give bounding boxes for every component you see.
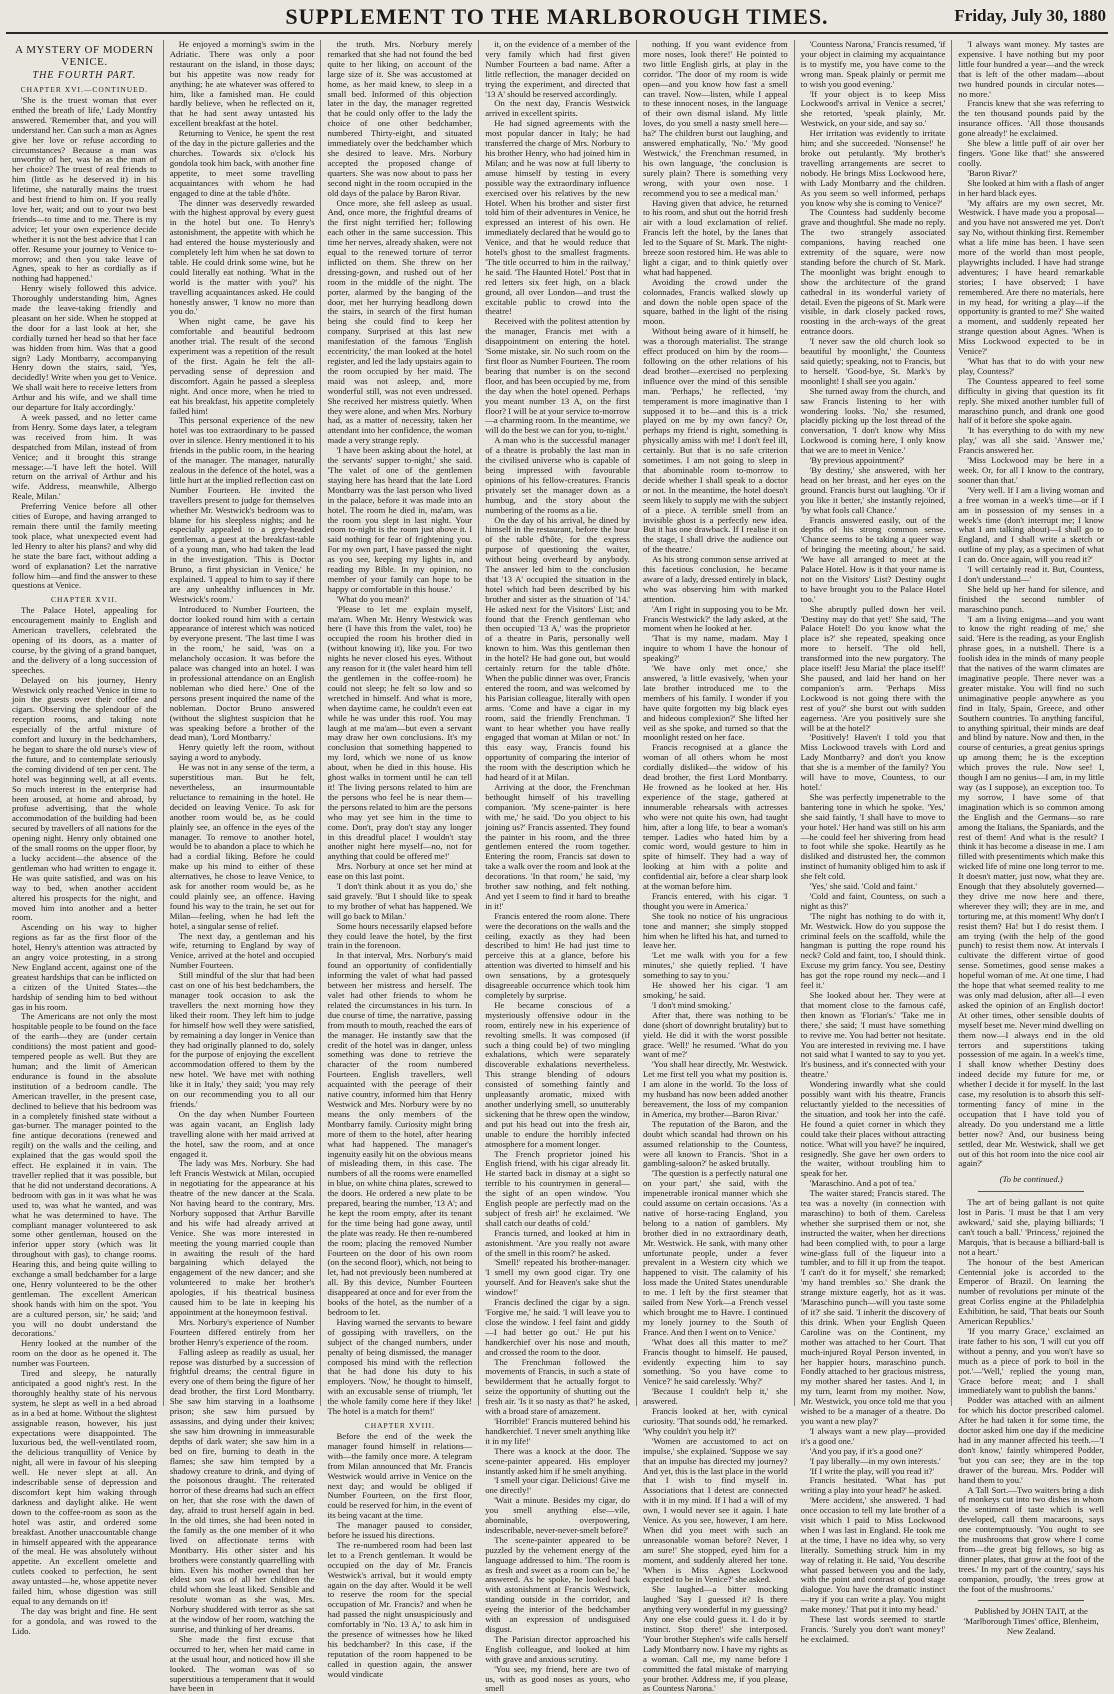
paragraph: 'Am I right in supposing you to be Mr. Francis Westwick?' the lady asked, at the moment when he looked at her. [642,603,788,634]
paragraph: The next day, a gentleman and his wife, returning to England by way of Venice, arrived at the hotel and occupied Number Fourteen. [169,930,315,971]
masthead-title: SUPPLEMENT TO THE MARLBOROUGH TIMES. [285,4,829,29]
paragraph: The Americans are not only the most hospitable people to be found on the face of the earth—they are (under certain conditions) the most patient and good-tempered people as well. But they are human; and the limit of American endurance is found in the absolute institution of a bedroom candle. The American traveller, in the present case, declined to believe that his bedroom was in a completely finished state without a gas-burner. The manager pointed to the fine antique decorations (renewed and regilt) on the walls and the ceiling, and explained that the gas would spoil the effect. He explained it in vain. The traveller replied that it was possible, but that he did not understand decorations. A bedroom with gas in it was what he was used to, was what he wanted, and was what he was determined to have. The compliant manager volunteered to ask some other gentleman, housed on the inferior upper story (which was lit throughout with gas), to change rooms. Hearing this, and being quite willing to exchange a small bedchamber for a large one, Henry volunteered to be the other gentleman. The excellent American shook hands with him on the spot. 'You are a cultured person, sir,' he said; 'and you will no doubt understand the decorations.' [12,1011,157,1339]
paragraph: Her irritation was evidently to irritate him; and she succeeded. 'Nonsense!' he broke out petulantly. 'My brother's travelling arrangements are secret to nobody. He brings Miss Lockwood here, with Lady Montbarry and the children. As you seem so well informed, perhaps you know why she is coming to Venice?' [800,128,946,208]
paragraph: A man who is the successful manager of a theatre is probably the last man in the civilised universe who is capable of being impressed with favourable opinions of his fellow-creatures. Francis privately set the manager down as a humbug, and the story about the numbering of the rooms as a lie. [485,435,630,515]
paragraph: As his strong common sense arrived at this facetious conclusion, he became aware of a lady, dressed entirely in black, who was observing him with marked attention. [642,554,788,604]
paragraph: Wondering inwardly what she could possibly want with his theatre, Francis reluctantly yielded to the necessities of the situation, and took her into the café. He found a quiet corner in which they could take their places without attracting notice. 'What will you have?' he inquired, resignedly. She gave her own orders to the waiter, without troubling him to speak for her. [800,1079,946,1179]
paragraph: 'And you pay, if it's a good one?' [809,1445,923,1456]
paragraph: Francis entered, with his cigar. 'I thought you were in America.' [642,890,788,911]
column-5 [637,39,795,1694]
paragraph: The Frenchman followed the movements of Francis, in such a state of bewilderment that he actually forgot to seize the opportunity of shutting out the fresh air. 'Is it so nasty as that?' he asked, with a broad stare of amazement. [485,1356,630,1417]
anecdote: A Tall Sort.—Two waiters bring a dish of monkeys cut into two dishes in whom the sentiment of taste which is well developed, call them macaroons, says one contemptuously. 'You ought to see the mushrooms that grow where I come from—the great big fellows, so big as dinner plates, that grow at the foot of the trees.' In my part of the country,' says his companion, proudly, 'the trees grow at the foot of the mushrooms.' [958,1484,1105,1594]
paragraph: 'Baron Rivar?' [967,167,1018,178]
paragraph: The day was bright and fine. He sent for a gondola, and was rowed to the Lido. [12,1605,157,1636]
paragraph: There was a knock at the door. The scene-painter appeared. His employer instantly asked him if he smelt anything. [485,1445,630,1476]
paragraph: Ascending on his way to higher regions as far as the first floor of the hotel, Henry's attention was attracted by an angry voice protesting, in a strong New England accent, against one of the greatest hardships that can be inflicted on a citizen of the United States—the hardship of sending him to bed without gas in his room. [12,922,157,1012]
paragraph: On the day of his arrival, he dined by himself in the restaurant, before the hour of the table d'hôte, for the express purpose of questioning the waiter, without being overheard by anybody. The answer led him to the conclusion that '13 A' occupied the situation in the hotel which had been described by his brother and sister as the situation of '14.' He asked next for the Visitors' List; and found that the French gentleman who then occupied '13 A,' was the proprietor of a theatre in Paris, personally well known to him. Was this gentleman then in the hotel? He had gone out, but would certainly return for the table d'hôte. When the public dinner was over, Francis entered the room, and was welcomed by his Parisian colleague, literally with open arms. 'Come and have a cigar in my room, said the friendly Frenchman. 'I want to hear whether you have really engaged that woman at Milan or not.' In this easy way, Francis found his opportunity of comparing the interior of the room with the description which he had heard of it at Milan. [485,514,630,783]
paragraph: 'I never saw the old church look so beautiful by moonlight,' the Countess said quietly; speaking, not to Francis, but to herself. 'Good-bye, St. Mark's by moonlight! I shall see you again.' [800,336,946,386]
paragraph: 'My affairs are my own secret, Mr. Westwick. I have made you a proposal—and you have not answered me yet. Don't say No, without thinking first. Remember what a life mine has been. I have seen more of the world than most people, playwrights included. I have had strange adventures; I have heard remarkable stories; I have observed; I have remembered. Are there no materials, here in my head, for writing a play—if the opportunity is granted to me?' She waited a moment, and suddenly repeated her strange question about Agnes. 'When is Miss Lockwood expected to be in Venice?' [958,197,1105,357]
paragraph: He showed her his cigar. 'I am smoking,' he said. [642,980,788,1000]
paragraph: Henry looked at the number of the room on the door as he opened it. The number was Fourteen. [12,1338,157,1369]
paragraph: 'She is the truest woman that ever enthed the breath of life,' Lady Montfry answered. 'Remember that, and you will understand her. Can such a man as Agnes give her love or refuse according to circumstances? Because a man was unworthy of her, was he as the man of her choice? The truest of real friends to him (little as he deserved it) in his lifetime, she naturally mains the truest and best friend to him on. If you really love her, wait; and out to your two best friends—to time and to me. There is my advice; let your own experience decide whether it is not the best advice that I can offer. Resume your journey to Venice to-morrow; and then you take leave of Agnes, speak to her as cordially as if nothing had happened.' [12,95,157,284]
publisher-imprint: Published by JOHN TAIT, at the 'Marlborough Times' office, Blenheim, New Zealand. [963,1606,1099,1637]
paragraph: 'I don't mind smoking.' [651,999,732,1010]
paragraph: The Countess appeared to feel some difficulty in giving that question its fit reply. She mixed another tumbler full of maraschino punch, and drank one good half of it before she spoke again. [958,375,1105,426]
paragraph: Returning to Venice, he spent the rest of the day in the picture galleries and the churches. Towards six o'clock his gondola took him back, with another fine appetite, to meet some travelling acquaintances with whom he had engaged to dine at the table d'hôte. [169,128,315,198]
paragraph: 'I smell your cigar. Delicious! Give me one directly!' [485,1475,630,1496]
paragraph: Before the end of the week the manager found himself in relations—with—the family once more. A telegram from Milan announced that Mr. Francis Westwick would arrive in Venice on the next day; and would be obliged if Number Fourteen, on the first floor, could be reserved for him, in the event of its being vacant at the time. [327,1430,473,1521]
paragraph: The re-numbered room had been last let to a French gentleman. It would be occupied on the day of Mr. Francis Westwick's arrival, but it would empty again on the day after. Would it be well to reserve the room for the special occupation of Mr. Francis? and when he had passed the night unsuspiciously and comfortably in 'No. 13 A,' to ask him in the presence of witnesses how he liked his bedchamber? In this case, if the reputation of the room happened to be called in question again, the answer would vindicate [327,1539,473,1679]
paragraph: Mrs. Norbury at once set her mind at ease on this last point. [327,861,473,882]
paragraph: The French proprietor joined his English friend, with his cigar already lit. He started back in dismay at a sight so terrible to his countrymen in general—the sight of an open window. 'You English people are perfectly mad on the subject of fresh air!' he exclaimed. 'We shall catch our deaths of cold.' [485,1148,630,1228]
paragraph: Tired and sleepy, he naturally anticipated a good night's rest. In the thoroughly healthy state of his nervous system, he slept as well in a bed abroad as in a bed at home. Without the slightest assignable reason, however, his just expectations were disappointed. The luxurious bed, the well-ventilated room, the delicious tranquillity of Venice by night, all were in favour of his sleeping well. He never slept at all. An indescribable sense of depression and discomfort kept him waking through darkness and daylight alike. He went down to the coffee-room as soon as the hotel was astir, and ordered some breakfast. Another unaccountable change in himself appeared with the appearance of the meal. He was absolutely without appetite. An excellent omelette and cutlets cooked to perfection, he sent away untasted—he, whose appetite never failed him, whose digestion was still equal to any demands on it! [12,1368,157,1606]
column-3 [321,39,479,1679]
paragraph: Delayed on his journey, Henry Westwick only reached Venice in time to join the guests over their coffee and cigars. Observing the splendour of the reception rooms, and taking note especially of the artful mixture of comfort and luxury in the bedchambers, he began to share the old nurse's view of the future, and to contemplate seriously the coming dividend of ten per cent. The hotel was beginning well, at all events. So much interest in the enterprise had been aroused, at home and abroad, by profuse advertising, that the whole accommodation of the building had been secured by travellers of all nations for the opening night. Henry only obtained one of the small rooms on the upper floor, by a lucky accident—the absence of the gentleman who had written to engage it. He was quite satisfied, and was on his way to bed, when another accident altered his prospects for the night, and moved him into another and a better room. [12,674,157,923]
paragraph: The manager paused to consider, before he issued his directions. [327,1520,473,1541]
paragraph: She looked about her. They were at that moment close to the famous café, then known as 'Florian's.' 'Take me in there,' she said; 'I must have something to revive me. You had better not hesitate. You are interested in reviving me. I have not said what I wanted to say to you yet. It's business, and it's connected with your theatre.' [800,990,946,1080]
paragraph: 'Please to let me explain myself, ma'am. When Mr. Henry Westwick was here (I have this from the valet, too) he occupied the room his brother died in (without knowing it), like you. For two nights he never closed his eyes. Without any reason for it (the valet heard him tell the gentlemen in the coffee-room) he could not sleep; he felt so low and so wretched in himself. And what is more, when daytime came, he couldn't even eat while he was under this roof. You may laugh at me ma'am—but even a servant may draw her own conclusions. It's my conclusion that something happened to my lord, which we none of us know about, when he died in this house. His ghost walks in torment until he can tell it! The living persons related to him are the persons who feel he is near them—the persons related to him are the persons who may yet see him in the time to come. Don't, pray don't stay any longer in this dreadful place! I wouldn't stay another night here myself—no, not for anything that could be offered me!' [327,603,473,862]
paragraph: Arriving at the door, the Frenchman bethought himself of his travelling companion. 'My scene-painter is here with me,' he said. 'Do you object to his joining us?' Francis assented. They found the painter in his room, and the three gentlemen entered the room together. Entering the room, Francis sat down to take a walk over the room and look at the decorations. 'In that room,' he said, 'my brother saw nothing, and felt nothing. And yet I seem to find it hard to breathe in it!' [485,781,630,911]
column-7 [952,39,1110,1637]
paragraph: The lady was Mrs. Norbury. She had left Francis Westwick at Milan, occupied in negotiating for the appearance at his theatre of the new dancer at the Scala. Not having heard to the contrary, Mrs. Norbury supposed that Arthur Barville and his wife had already arrived at Venice. She was more interested in meeting the young married couple than in awaiting the result of the hard bargaining which delayed the engagement of the new dancer; and she volunteered to make her brother's apologies, if his theatrical business caused him to be late in keeping his appointment at the honeymoon festival. [169,1158,315,1317]
chapter-heading: CHAPTER XVI.—CONTINUED. [20,85,149,94]
paragraph: 'Very well. If I am a living woman and a free woman in a week's time—or if I am in possession of my senses in a week's time (don't interrupt me; I know what I am talking about)—I shall go to England, and I shall write a sketch or outline of my play, as a specimen of what I can do. Once again, will you read it?' [958,484,1105,565]
paragraph: Henry quietly left the room, without saying a word to anybody. [169,742,315,763]
paragraph: Still mindful of the slur that had been cast on one of his best bedchambers, the manager took occasion to ask the travellers the next morning how they liked their room. They left him to judge for himself how well they were satisfied, by remaining a day longer in Venice than they had originally planned to do, solely for the purpose of enjoying the excellent accommodation offered to them by the new hotel. 'We have met with nothing like it in Italy,' they said; 'you may rely on our recommending you to all our friends.' [169,970,315,1109]
column-2 [164,39,322,1694]
paragraph: Preferring Venice before all other cities of Europe, and having arranged to remain there until the family meeting took place, what unexpected event had led Henry to alter his plans? and why did he state the bare fact, without adding a word of explanation? Let the narrative follow him—and find the answer to these questions at Venice. [12,501,157,591]
paragraph: 'Cold and faint, Countess, on such a night as this?' [800,890,946,911]
paragraph: He had signed agreements with the most popular dancer in Italy; he had transferred the charge of Mrs. Norbury to his brother Henry, who had joined him in Milan; and he was now at full liberty to amuse himself by testing in every possible way the extraordinary influence exercised over his relatives by the new Hotel. When his brother and sister first told him of their adventures in Venice, he expressed an interest of his own. He immediately declared that he would go to Venice, and that he would reduce that hotel's ghost to the smallest fragments. 'The title occurred to him in the railway,' he said. 'The Haunted Hotel.' Post that in red letters six feet high, on a black ground, all over London—and trust the excitable public to crowd into the theatre! [485,118,630,317]
paragraph: 'I am a living enigma—and you want to know the right reading of me,' she said. 'Here is the reading, as your English phrase goes, in a nutshell. There is a foolish idea in the minds of many people that the natives of the warm climates are imaginative people. There never was a greater mistake. You will find no such unimaginative people anywhere as you find in Italy, Spain, Greece, and other Southern countries. To anything fanciful, to anything spiritual, their minds are deaf and blind by nature. Now and then, in the course of centuries, a great genius springs up among them; he is the exception which proves the rule. Now see! I, though I am no genius—I am, in my little way (as I suppose), an exception too. To my sorrow, I have some of that imagination which is so common among the English and the Germans—so rare among the Italians, the Spaniards, and the rest of them! And what is the result? I think it has become a disease in me. I am filled with presentiments which make this wicked life of mine one long terror to me. It doesn't matter, just now, what they are. Enough that they absolutely governed—they drive me now here and there, wherever they will; they are in me, and torturing me, at this moment! Why don't I resist them? Ha! but I do resist them. I am trying (with the help of the good punch) to resist them now. At intervals I cultivate the different virtue of good sense. Sometimes, good sense makes a hopeful woman of me. At one time, I had the hope that what seemed reality to me was only mad delusion, after all—I even asked the opinion of an English doctor! At other times, other sensible doubts of myself beset me. Never mind dwelling on them now—I always end in the old terrors and superstitions taking possession of me again. In a week's time, I shall know whether Destiny does indeed decide my future for me, or whether I decide it for myself. In the last case, my resolution is to absorb this self-tormenting fancy of mine in the occupation that I have told you of already. Do you understand me a little better now? And, our business being settled, dear Mr. Westwick, shall we get out of this hot room into the nice cool air again?' [958,613,1105,1169]
paragraph: 'What does all this matter to me?' Francis thought to himself. He paused, evidently expecting him to say something. 'So you have come to Venice?' he said carelessly. 'Why?' [642,1336,788,1387]
paragraph: She laughed—a bitter mocking laughed 'Say I guessed it? Is there anything very wonderful in my guessing? Any one else could guess it. I do it by instinct. Stop there!' she interposed. 'Your brother Stephen's wife calls herself Lady Montbarry now. I have my rights as a woman. Call me, my name before I committed the fatal mistake of marrying your brother. Address me, if you please, as Countess Narona.' [642,1584,788,1694]
paragraph: She held up her hand for silence, and finished the second tumbler of maraschino punch. [958,583,1105,614]
paragraph: 'Countess Narona,' Francis resumed, 'if your object in claiming my acquaintance is to mystify me, you have come to the wrong man. Speak plainly or permit me to wish you good evening.' [800,39,946,89]
paragraph: 'Women are accustomed to act on impulse,' she explained. 'Suppose we say that an impulse has directed my journey? And yet, this is the last place in the world that I wish to find myself in. Associations that I detest are connected with it in my mind. If I had a will of my own, I would never see it again. I hate Venice. As you see, however, I am here. When did you meet with such an unreasonable woman before? Never, I am sure!' She stopped, eyed him for a moment, and suddenly altered her tone. 'When is Miss Agnes Lockwood expected to be in Venice?' she asked. [642,1435,788,1585]
column-1 [6,40,164,1636]
paragraph: 'By previous appointment?' [809,455,905,466]
anecdote: Podder was attached with an ailment for which his doctor prescribed calomel. After he had taken it for some time, the doctor asked him one day if the medicine had in any manner affected his teeth.—'I don't know,' faintly whimpered Podder, 'but you can see; they are in the top drawer of the bureau. Mrs. Podder will hand them to you.' [958,1395,1105,1485]
paragraph: Avoiding the crowd under the colonnades, Francis walked slowly up and down the noble open space of the square, bathed in the light of the rising moon. [642,276,788,327]
paragraph: She was perfectly impenetrable to the bantering tone in which he spoke. 'Yes,' she said faintly, 'I shall have to move to your hotel.' Her hand was still on his arm—he could feel her shivering from head to foot while she spoke. Heartily as he disliked and distrusted her, the common instinct of humanity obliged him to ask if she felt cold. [800,791,946,882]
paragraph: 'That is my name, madam. May I inquire to whom I have the honour of speaking?' [642,633,788,664]
paragraph: 'Let me walk with you for a few minutes,' she quietly replied. 'I have something to say to you.' [642,950,788,981]
paragraph: 'You see, my friend, here are two of us, with as good noses as yours, who smell [485,1663,630,1694]
paragraph: 'I will certainly read it. But, Countess, I don't understand—' [958,564,1105,584]
paragraph: The scene-painter appeared to be puzzled by the vehement energy of the language addressed to him. 'The room is as fresh and sweet as a room can be,' he answered. As he spoke, he looked back with astonishment at Francis Westwick, standing outside in the corridor, and eyeing the interior of the bedchamber with an expression of undisguised disgust. [485,1534,630,1634]
paragraph: 'It has everything to do with my new play,' was all she said. 'Answer me,' Francis answered her. [958,425,1105,456]
section-rule [978,1191,1084,1192]
masthead-rule [6,32,1108,34]
paragraph: Francis recognised at a glance the woman of all others whom he most cordially disliked—the widow of his dead brother, the first Lord Montbarry. He frowned as he looked at her. His experience of the stage, gathered at innumerable rehearsals with actresses who were not quite his own, had taught him, after a long life, to bear a woman's temper. Ladies who hated him by a comic word, would gesture to him in spite of himself. They had a way of looking at him with a polite and confidential air, before a clear sharp look at the woman before him. [642,742,788,892]
paragraph: 'Smell!' repeated his brother-manager. 'I smell my own good cigar. Try one yourself. And for Heaven's sake shut the window!' [485,1257,630,1298]
paragraph: Francis looked at her, with cynical curiosity. 'That sounds odd,' he remarked. 'Why couldn't you help it?' [642,1406,788,1436]
column-1-body-a [12,96,157,591]
paragraph: Francis answered easily, out of the depths of his strong common sense. 'Chance seems to be taking a queer way of bringing the meeting about,' he said. 'We have all arranged to meet at the Palace Hotel. How is it that your name is not on the Visitors' List? Destiny ought to have brought you to the Palace Hotel too.' [800,514,946,604]
column-6 [795,39,953,1644]
paragraph: Having warned the servants to beware of gossiping with travellers, on the subject of the changed numbers, under penalty of being dismissed, the manager composed his mind with the reflection that he had done his duty to his employers. 'Now,' he thought to himself, with an excusable sense of triumph, 'let the whole family come here if they like! The hotel is a match for them!' [327,1316,473,1417]
paragraph: Falling asleep as readily as usual, her repose was disturbed by a succession of frightful dreams; the central figure in every one of them being the figure of her dead brother, the first Lord Montbarry. She saw him starving in a loathsome prison; she saw him pursued by assassins, and dying under their knives; she saw him drowning in immeasurable depths of dark water; she saw him in a bed on fire, burning to death in the flames; she saw him tempted by a shadowy creature to drink, and dying of the poisonous draught. The reiterated horror of these dreams had such an effect on her, that she rose with the dawn of day, afraid to trust herself again in bed. In the old times, she had been noted in the family as the one member of it who lived on affectionate terms with Montbarry. His other sister and his brothers were constantly quarrelling with him. Even his mother owned that her eldest son was of all her children the child whom she least liked. Sensible and resolute woman as she was, Mrs. Norbury shuddered with terror as she sat at the window of her room, watching the sunrise, and thinking of her dreams. [169,1346,315,1634]
paragraph: 'Yes,' she said. 'Cold and faint.' [809,881,917,892]
paragraph: 'By destiny,' she answered, with her head on her breast, and her eyes on the ground. Francis burst out laughing. 'Or if you like it better,' she instantly rejoined, 'by what fools call Chance.' [800,464,946,515]
paragraph: it, on the evidence of a member of the very family which had first given Number Fourteen a bad name. After a little reflection, the manager decided on trying the experiment, and directed that '13 A' should be reserved accordingly. [485,39,630,99]
paragraph: This personal experience of the new hotel was too extraordinary to be passed over in silence. Henry mentioned it to his friends in the public room, in the hearing of the manager. The manager, naturally zealous in the defence of the hotel, was a little hurt at the implied reflection cast on Number Fourteen. He invited the travellers present to judge for themselves whether Mr. Westwick's bedroom was to blame for his sleepless nights; and he especially appealed to a grey-headed gentleman, a guest at the breakfast-table of a young man, who had taken the lead in the investigation. 'This is Doctor Bruno, a first physician in Venice,' he explained. 'I appeal to him to say if there are any unhealthy influences in Mr. Westwick's room.' [169,415,315,604]
column-1-body-b [12,606,157,1636]
paragraph: 'If I write the play, will you read it?' [809,1465,935,1476]
paragraph: 'Miss Lockwood may be here in a week. Or, for all I know to the contrary, sooner than that.' [958,455,1105,485]
paragraph: He became conscious of a mysteriously offensive odour in the room, entirely new in his experience of revolting smells. It was composed (if such a thing could be) of two mingling exhalations, which were separately discoverable exhalations nevertheless. This strange blending of odours consisted of something faintly and unpleasantly aromatic, mixed with another underlying smell, so unutterably sickening that he threw open the window, and put his head out into the fresh air, unable to endure the horribly infected atmosphere for a moment longer. [485,999,630,1149]
anecdote: 'If you marry Grace,' exclaimed an irate father to his son, 'I will cut you off without a penny, and you won't have so much as a piece of pork to boil in the pot.'—'Well,' replied the young man, 'Grace before meat; and I shall immediately want to publish the banns.' [958,1326,1105,1396]
anecdote: The art of being gallant is not quite lost in Paris. 'I must be that I am very awkward,' said she, playing billiards; 'I can't touch a ball.' 'Princess,' rejoined the Marquis, 'that is because a billiard-ball is not a heart.' [958,1197,1105,1257]
chapter-heading: CHAPTER XVIII. [364,1420,435,1430]
paragraph: The dinner was deservedly rewarded with the highest approval by every guest in the hotel but one. To Henry's astonishment, the appetite with which he had entered the house mysteriously and completely left him when he sat down to table. He could drink some wine, but he could literally eat nothing. 'What in the world is the matter with you?' his travelling acquaintances asked. He could honestly answer, 'I know no more than you do.' [169,197,315,317]
paragraph: She blew a little puff of air over her fingers. 'Gone like that!' she answered coolly. [958,138,1105,168]
paragraph: Francis entered the room alone. There were the decorations on the walls and the ceiling, exactly as they had been described to him! He had just time to perceive this at a glance, before his attention was diverted to himself and his own sensations, by a grotesquely disagreeable occurrence which took him completely by surprise. [485,910,630,1000]
paragraph: nothing. If you want evidence from more noses, look there!' He pointed to two little English girls, at play in the corridor. 'The door of my room is wide open—and you know how fast a smell can travel. Now—listen, while I appeal to these innocent noses, in the language of their own dismal island. My little loves, do you smell a nasty smell here—ha?' The children burst out laughing, and answered emphatically, 'No.' 'My good Westwick,' the Frenchman resumed, in his own language, 'the conclusion is surely plain? There is something very wrong, with your own nose. I recommend you to see a medical man.' [642,39,788,198]
paragraph: 'I have been asking about the hotel, at the servants' supper to-night,' she said. 'The valet of one of the gentlemen staying here has heard that the late Lord Montbarry was the last person who lived in the palace, before it was made into an hotel. The room he died in, ma'am, was the room you slept in last night. Your room to-night is the room just above it. I said nothing for fear of frightening you. For my own part, I have passed the night as you see, keeping my lights in, and reading my Bible. In my opinion, no member of your family can hope to be happy or comfortable in this house.' [327,445,473,594]
paragraph: Some hours necessarily elapsed before they could leave the hotel, by the first train in the forenoon. [327,920,473,951]
paragraph: 'I don't think about it as you do,' she said gravely. 'But I should like to speak to my brother of what has happened. We will go back to Milan.' [327,881,473,921]
paragraph: 'What do you mean?' [336,593,410,604]
paragraph: 'The question is a perfectly natural one on your part,' she said, with the impenetrable ironical manner which she could assume on certain occasions. 'As a native of horse-racing England, you belong to a nation of gamblers. My brother died in no extraordinary death, Mr. Westwick. He sank, with many other unfortunate people, under a fever prevalent in a Western city which we happened to visit. The calamity of his loss made the United States unendurable to me. I left by the first steamer that sailed from New York—a French vessel which brought me to Havre. I continued my lonely journey to the South of France. And then I went on to Venice.' [642,1168,788,1337]
masthead-date: Friday, July 30, 1880 [954,6,1106,25]
story-heading: A MYSTERY OF MODERN VENICE. [15,44,154,68]
paragraph: Francis knew that she was referring to the ten thousand pounds paid by the insurance offices. 'All those thousands gone already!' he exclaimed. [958,98,1105,139]
paragraph: She turned away from the church, and saw Francis listening to her with wondering looks. 'No,' she resumed, placidly picking up the lost thread of the conversation, 'I don't know why Miss Lockwood is coming here, I only know that we are to meet in Venice.' [800,385,946,456]
paragraph: 'I always want money. My tastes are expensive. I have nothing but my poor little four hundred a year—and the wreck that is left of the other madam—about two hundred pounds in circular notes—no more.' [958,39,1105,99]
to-be-continued: (To be continued.) [999,1174,1063,1185]
paragraph: 'Because I couldn't help it,' she answered. [642,1386,788,1407]
paragraph: 'Wait a minute. Besides my cigar, do you smell anything else—vile, abominable, overpowering, indescribable, never-never-smelt before?' [485,1495,630,1535]
columns [6,39,1110,1694]
paragraph: She abruptly pulled down her veil. 'Destiny may do that yet!' She said, 'The Palace Hotel! Do you know what the place is?' she repeated, speaking once more to herself. 'The old hell, transformed into the new purgatory. The place itself! Jesu Maria! the place itself!' She paused, and laid her hand on her companion's arm. 'Perhaps Miss Lockwood is not going there with the rest of you?' she burst out with sudden eagerness. 'Are you positively sure she will be at the hotel?' [800,603,946,733]
paragraph: 'The night has nothing to do with it, Mr. Westwick. How do you suppose the criminal feels on the scaffold, while the hangman is putting the rope round his neck? Cold and faint, too, I should think. Excuse my grim fancy. You see, Destiny has got the rope round my neck—and I feel it.' [800,910,946,991]
paragraph: the truth. Mrs. Norbury merely remarked that she had not found the bed quite to her liking, on account of the large size of it. She was accustomed at home, as her maid knew, to sleep in a small bed. Informed of this objection later in the day, the manager regretted that he could only offer to the lady the choice of one other bedchamber, numbered Thirty-eight, and situated immediately over the bedchamber which she desired to leave. Mrs. Norbury accepted the proposed change of quarters. She was now about to pass her second night in the room occupied in the old days of the palace by Baron Rivar. [327,39,473,198]
paragraph: The Countess had suddenly become grave and thoughtful. She made no reply. The two strangely associated companions, having reached one extremity of the square, were now standing before the church of St. Mark. The moonlight was bright enough to show the architecture of the grand cathedral in its wonderful variety of detail. Even the pigeons of St. Mark were visible, in dark closely packed rows, roosting in the arch-ways of the great entrance doors. [800,207,946,337]
paragraph: On the day when Number Fourteen was again vacant, an English lady travelling alone with her maid arrived at the hotel, saw the room, and at once engaged it. [169,1108,315,1159]
paragraph: Once more, she fell asleep as usual. And, once more, the frightful dreams of the first night terrified her; following each other in the same succession. This time her nerves, already shaken, were not equal to the renewed torture of terror inflicted on them. She threw on her dressing-gown, and rushed out of her room in the middle of the night. The porter, alarmed by the banging of the door, met her hurrying headlong down the stairs, in search of the first human being she could find to keep her company. Surprised at this last new manifestation of the famous 'English eccentricity,' the man looked at the hotel register, and led the lady upstairs again to the room occupied by her maid. The maid was not asleep, and, more wonderful still, was not even undressed. She received her mistress quietly. When they were alone, and when Mrs. Norbury had, as a matter of necessity, taken her attendant into her confidence, the woman made a very strange reply. [327,197,473,446]
paragraph: These last words seemed to startle Francis. 'Surely you don't want money!' he exclaimed. [800,1614,946,1644]
section-rule [978,1600,1084,1601]
paragraph: Francis hesitated. 'What has put writing a play into your head?' he asked. [800,1475,946,1496]
column-4 [479,39,637,1694]
paragraph: 'Maraschino. And a pot of tea.' [809,1178,916,1189]
paragraph: He was not in any sense of the term, a superstitious man. But he felt, nevertheless, an insurmountable reluctance to remaining in the hotel. He decided on leaving Venice. To ask for another room would be, as he could plainly see, an offence in the eyes of the manager. To remove to another hotel, would be to abandon a place to which he had a cordial liking. Before he could make up his mind to either of these alternatives, he chose to leave Venice, to ask for another room would be, as he could plainly see, an offence. Having found his way to the train, he set out for Milan—feeling, when he had left the hotel, a singular sense of relief. [169,762,315,931]
paragraph: Introduced to Number Fourteen, the doctor looked round him with a certain appearance of interest which was noticed by everyone present. 'The last time I was in the room,' he said, 'was on a melancholy occasion. It was before the palace was changed into an hotel. I was in professional attendance on an English nobleman who died here.' One of the persons present inquired the name of the nobleman. Doctor Bruno answered (without the slightest suspicion that he was speaking before a brother of the dead man), 'Lord Montbarry.' [169,603,315,743]
paragraph: Without being aware of it himself, he was a thorough materialist. The strange effect produced on him by the room—following on the other relations of his dead brother—exercised no perplexing influence over the mind of this sensible man. 'Perhaps,' he reflected, 'my temperament is more imaginative than I supposed it to be—and this is a trick played on me by my own fancy? Or, perhaps my friend is right, something is physically amiss with me! I don't feel ill, certainly. But that is no safe criterion sometimes. I am not going to sleep in that abominable room to-morrow to decide whether I shall speak to a doctor or not. In the meantime, the hotel doesn't seem likely to supply me with the subject of a piece. A terrible smell from an invisible ghost is a perfectly new idea. But it has one drawback. If I realise it on the stage, I shall drive the audience out of the theatre.' [642,326,788,555]
paragraph: The Parisian director approached his English colleague, and looked at him with grave and anxious scrutiny. [485,1633,630,1664]
paragraph: In that interval, Mrs. Norbury's maid found an opportunity of confidentially informing the valet of what had passed between her mistress and herself. The valet had other friends to whom he related the circumstances in his turn. In due course of time, the narrative, passing from mouth to mouth, reached the ears of the manager. He instantly saw that the credit of the hotel was in danger, unless something was done to retrieve the character of the room numbered Fourteen. English travellers, well acquainted with the peerage of their native country, informed him that Henry Westwick and Mrs. Norbury were by no means the only members of the Montbarry family. Curiosity might bring more of them to the hotel, after hearing what had happened. The manager's ingenuity easily hit on the obvious means of misleading them, in this case. The numbers of all the rooms were enamelled in blue, on white china plates, screwed to the doors. He ordered a new plate to be prepared, bearing the number, '13 A'; and he kept the room empty, after its tenant for the time being had gone away, until the plate was ready. He then re-numbered the room; placing the removed Number Fourteen on the door of his own room (on the second floor), which, not being to let, had not previously been numbered at all. By this device, Number Fourteen disappeared at once and for ever from the books of the hotel, as the number of a bedroom to let. [327,950,473,1317]
masthead [0,0,1114,34]
paragraph: Received with the politest attention by the manager, Francis met with a disappointment on entering the hotel. 'Some mistake, sir. No such room on the first floor as Number Fourteen. The room bearing that number is on the second floor, and has been occupied by me, from the day when the hotel opened. Perhaps you meant number 13 A, on the first floor? I will be at your service to-morrow—a charming room. In the meantime, we will do the best we can for you, to-night.' [485,316,630,436]
paragraph: 'If your object is to keep Miss Lockwood's arrival in Venice a secret,' she retorted, 'speak plainly, Mr. Westwick, on your side, and say so.' [800,88,946,129]
paragraph: Having given that advice, he returned to his room, and shut out the horrid fresh air with a loud exclamation of relief. Francis left the hotel, by the lanes that led to the Square of St. Mark. The night-breeze soon restored him. He was able to light a cigar, and to think quietly over what had happened. [642,197,788,277]
paragraph: 'I pay liberally—in my own interests.' [809,1455,941,1466]
paragraph: 'Positively! Haven't I told you that Miss Lockwood travels with Lord and Lady Montbarry? and don't you know that she is a member of the family? You will have to move, Countess, to our hotel.' [800,732,946,792]
story-subheading: THE FOURTH PART. [32,70,137,81]
paragraph: 'What has that to do with your new play, Countess?' [958,356,1105,376]
paragraph: The waiter stared; Francis stared. The tea was a novelty (in connection with maraschino) to both of them. Careless whether she surprised them or not, she instructed the waiter, when her directions had been complied with, to pour a large wine-glass full of the liqueur into a tumbler, and to fill it up from the teapot. 'I can't do it for myself,' she remarked; 'my hand trembles so.' She drank the strange mixture eagerly, hot as it was. 'Maraschino punch—will you taste some of it?' she said. 'I inherit the discovery of this drink. When your English Queen Caroline was on the Continent, my mother was attached to her Court. That much-injured Royal Person invented, in her happier hours, maraschino punch. Fondly attached to her gracious mistress, my mother shared her tastes. And I, in my turn, learnt from my mother. Now, Mr. Westwick, you once told me that you wished to be a manager of a theatre. Do you want a new play?' [800,1188,946,1426]
paragraph: Henry wisely followed this advice. Thoroughly understanding him, Agnes made the leave-taking friendly and pleasant on her side. When he stopped at the door for a last look at her, she cordially turned her head so that her face was hidden from him. Was that a good sign? Lady Montbarry, accompanying Henry down the stairs, said, 'Yes, decidedly! Write when you get to Venice. We shall wait here to receive letters from Arthur and his wife, and we shall time our departure for Italy accordingly.' [12,283,157,413]
paragraph: When night came, he gave his comfortable and beautiful bedroom another trial. The result of the second experiment was a repetition of the result of the first. Again he felt the all-pervading sense of depression and discomfort. Again he passed a sleepless night. And once more, when he tried to eat his breakfast, his appetite completely failed him! [169,316,315,416]
chapter-heading: CHAPTER XVII. [50,595,118,605]
paragraph: The reputation of the Baron, and the doubt which scandal had thrown on his assumed relationship to the Countess, were all known to Francis. 'Shot in a gambling-saloon?' he asked brutally. [642,1118,788,1169]
paragraph: Francis turned, and looked at him in astonishment. 'Are you really not aware of the smell in this room?' he asked. [485,1227,630,1258]
paragraph: 'Horrible!' Francis muttered behind his handkerchief. 'I never smelt anything like it in my life!' [485,1415,630,1446]
paragraph: 'Mere accident,' she answered. 'I had once occasion to tell my late brother of a visit which I paid to Miss Lockwood when I was last in England. He took me at the time, I have no idea why, so very literally. Something struck him in my way of relating it. He said, 'You describe what passed between you and the lady, with the point and contrast of good stage dialogue. You have the dramatic instinct—try if you can write a play. You might make money.' That put it into my head.' [800,1495,946,1615]
paragraph: She took no notice of his ungracious tone and manner; she simply stopped him when he lifted his hat, and turned to leave her. [642,910,788,951]
paragraph: She looked at him with a flash of anger in her hard black eyes. [958,177,1105,198]
paragraph: She made the first excuse that occurred to her, when her maid came in at the usual hour, and noticed how ill she looked. The woman was of so superstitious a temperament that it would have been in [169,1633,315,1694]
paragraph: Francis declined the cigar by a sign. 'Forgive me,' he said. 'I will leave you to close the window. I feel faint and giddy—I had better go out.' He put his handkerchief over his nose and mouth, and crossed the room to the door. [485,1297,630,1357]
paragraph: 'I always want a new play—provided it's a good one.' [800,1425,946,1446]
paragraph: On the next day, Francis Westwick arrived in excellent spirits. [485,98,630,119]
paragraph: After that, there was nothing to be done (short of downright brutality) but to yield. He did it with the worst possible grace. 'Well!' he resumed. 'What do you want of me?' [642,1009,788,1060]
paragraph: Mrs. Norbury's experience of Number Fourteen differed entirely from her brother Henry's experience of the room. [169,1316,315,1347]
paragraph: He enjoyed a morning's swim in the Adriatic. There was only a poor restaurant on the island, in those days; but his appetite was now ready for anything; he ate whatever was offered to him, like a famished man. He could hardly believe, when he reflected on it, that he had sent away untasted his excellent breakfast at the hotel. [169,39,315,129]
paragraph: A week passed, and no letter came from Henry. Some days later, a telegram was received from him. It was despatched from Milan, instead of from Venice; and it brought this strange message:—'I have left the hotel. Will return on the arrival of Arthur and his wife. Address, meanwhile, Albergo Reale, Milan.' [12,412,157,502]
anecdote: The honour of the best American Centennial joke is accorded to the Emperor of Brazil. On learning the number of revolutions per minute of the great Corliss engine at the Philadelphia Exhibition, he said, 'That beats our South American Republics.' [958,1256,1105,1327]
paragraph: 'You shall hear directly, Mr. Westwick. Let me first tell you what my position is. I am alone in the world. To the loss of my husband has now been added another bereavement, the loss of my companion in America, my brother—Baron Rivar.' [642,1059,788,1119]
paragraph: 'We have only met once,' she answered, 'a little evasively, 'when your late brother introduced me to the members of his family. I wonder if you have quite forgotten my big black eyes and hideous complexion?' She lifted her veil as she spoke, and turned so that the moonlight rested on her face. [642,663,788,743]
paragraph: The Palace Hotel, appealing for encouragement mainly to English and American travellers, celebrated the opening of its doors, as a matter of course, by the giving of a grand banquet, and the delivery of a long succession of speeches. [12,605,157,675]
